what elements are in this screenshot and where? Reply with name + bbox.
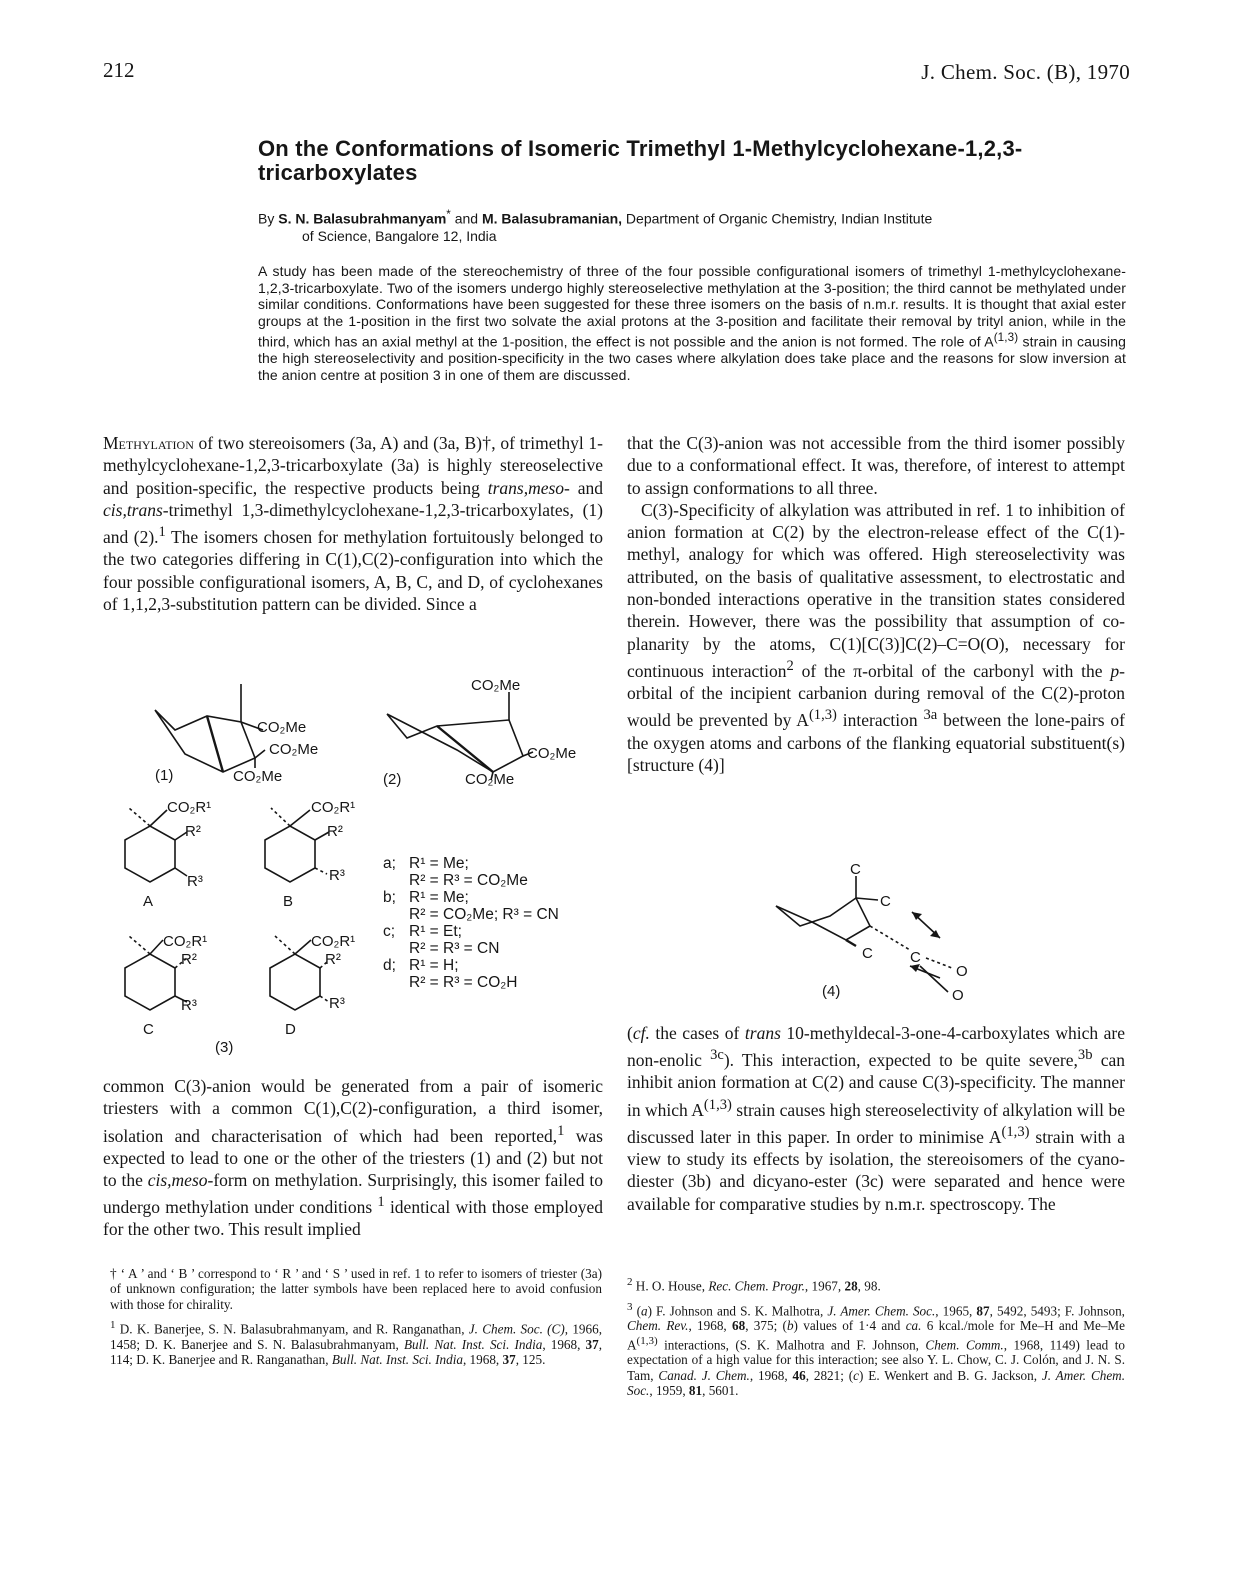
- ref-sup: (1,3): [636, 1334, 658, 1347]
- corresponding-star: *: [446, 208, 451, 221]
- text: and: [569, 477, 603, 498]
- s2-substituent-2: CO₂Me: [527, 745, 577, 762]
- structures-figure: [115, 672, 595, 1062]
- text: can inhibit anion formation at C(2) and cause C(3)-specificity. The manner in which A: [627, 1050, 1125, 1120]
- s4-atom-c-top: C: [850, 861, 861, 878]
- sA-r2: R²: [185, 823, 201, 840]
- text: strain causes high stereoselectivity of alkylation will be discussed later in this paper. In order to minimise A: [627, 1099, 1125, 1147]
- ref-num: 1: [110, 1318, 116, 1331]
- sD-co2r1: CO₂R¹: [311, 933, 356, 950]
- text: , 114; D. K. Banerjee and R. Ranganathan,: [110, 1336, 602, 1367]
- s4-atom-c-lower: C: [862, 945, 873, 962]
- article-title: On the Conformations of Isomeric Trimethyl 1-Methylcyclohexane-1,2,3-tricarboxylates: [258, 136, 1023, 185]
- journal-name: Bull. Nat. Inst. Sci. India: [331, 1351, 463, 1367]
- text: ) F. Johnson and S. K. Malhotra,: [647, 1303, 828, 1319]
- author-2: M. Balasubramanian,: [481, 210, 623, 227]
- text: interactions, (S. K. Malhotra and F. Johnson,: [657, 1337, 926, 1353]
- text: , 1967,: [804, 1278, 845, 1294]
- label-C: C: [143, 1021, 154, 1038]
- text: the cases of: [649, 1023, 745, 1043]
- sB-r2: R²: [327, 823, 343, 840]
- journal-name: J. Amer. Chem. Soc.: [627, 1367, 1126, 1398]
- ref-sup: 1: [158, 524, 166, 541]
- ref-sup: 1: [377, 1194, 385, 1211]
- italic-text: trans,meso-: [487, 477, 570, 498]
- italic-text: cis,trans-: [103, 499, 169, 520]
- text: , 98.: [857, 1278, 881, 1294]
- sC-r2: R²: [181, 951, 197, 968]
- journal-name: Rec. Chem. Progr.: [708, 1278, 805, 1294]
- paragraph: [627, 499, 1125, 776]
- footnote-dagger: † ‘ A ’ and ‘ B ’ correspond to ‘ R ’ and ‘ S ’ used in ref. 1 to refer to isomers of triester (3a) of unknown configuration; the latter symbols have been replaced here to avoid confusion with those for chirality.: [110, 1266, 602, 1312]
- page-number: 212: [103, 58, 135, 82]
- legend-c-key: c;: [383, 923, 396, 940]
- legend-d-1: R¹ = H;: [409, 957, 459, 974]
- text: (: [632, 1303, 641, 1319]
- text: , 1965,: [935, 1303, 977, 1319]
- legend-a-key: a;: [383, 855, 396, 872]
- text: strain with a view to study its effects by isolation, the stereoisomers of the cyano-diester (3b) and dicyano-ester (3c) were separated and hence were available for comparative studies by n.m.r. spectroscopy. The: [627, 1126, 1125, 1214]
- ref-sup: (1,3): [703, 1096, 732, 1113]
- text: of two stereoisomers (3a, A) and (3a, B)†, of trimethyl 1-methylcyclohexane-1,2,3-tricarboxylate (3a) is highly stereoselective and position-specific, the respective products being: [103, 433, 603, 498]
- text: , 1968,: [688, 1318, 733, 1334]
- s4-atom-c-carbonyl: C: [910, 949, 921, 966]
- legend-c-1: R¹ = Et;: [409, 923, 462, 940]
- s1-label: (1): [155, 767, 174, 784]
- text: , 5601.: [702, 1382, 739, 1398]
- text: , 1968,: [542, 1336, 586, 1352]
- structure-4-figure: [760, 858, 1000, 1008]
- text: The isomers chosen for methylation fortuitously belonged to the two categories differing in C(1),C(2)-configuration into which the four possible configurational isomers, A, B, C, and D, of cyclohexanes of 1,1,2,3-substitution pattern can be divided. Since a: [103, 527, 603, 614]
- legend-b-key: b;: [383, 889, 396, 906]
- structure-3B: [265, 808, 329, 882]
- text: ) values of 1·4 and: [793, 1318, 906, 1334]
- sB-co2r1: CO₂R¹: [311, 799, 356, 816]
- text: (: [627, 1023, 633, 1043]
- text: 10-methyldecal-3-one-4-carboxylates which are non-enolic: [627, 1023, 1126, 1071]
- label-B: B: [283, 893, 294, 910]
- text: , 1968, 1149) lead to expectation of a high value for this interaction; see also Y. L. Chow, C. J. Colón, and J. N. S. Tam,: [627, 1337, 1125, 1383]
- body-col1-bottom: [103, 1075, 603, 1241]
- italic-text: ca.: [905, 1318, 922, 1334]
- s1-substituent-1: CO₂Me: [257, 719, 307, 736]
- text: ) E. Wenkert and B. G. Jackson,: [859, 1367, 1042, 1383]
- legend-b-2: R² = CO₂Me; R³ = CN: [409, 906, 559, 923]
- structure-2: [387, 692, 533, 780]
- text: H. O. House,: [632, 1278, 709, 1294]
- label-D: D: [285, 1021, 296, 1038]
- body-col2-top: [627, 432, 1125, 776]
- text: , 5492, 5493; F. Johnson,: [989, 1303, 1125, 1319]
- author-1: S. N. Balasubrahmanyam: [278, 210, 447, 227]
- sD-r3: R³: [329, 995, 345, 1012]
- text: between the lone-pairs of the oxygen atoms and carbons of the flanking equatorial substituent(s) [structure (4)]: [627, 710, 1126, 775]
- legend-c-2: R² = R³ = CN: [409, 940, 500, 957]
- and-label: and: [454, 210, 479, 227]
- ref-sup: 2: [786, 657, 794, 674]
- s4-atom-o-1: O: [956, 963, 968, 980]
- italic-text: a: [640, 1303, 648, 1319]
- text: was expected to lead to one or the other of the triesters (1) and (2) but not to the: [103, 1125, 603, 1191]
- italic-text: p: [1110, 660, 1120, 681]
- s2-substituent-1: CO₂Me: [471, 677, 521, 694]
- ref-num: 2: [627, 1276, 633, 1288]
- reference-1: [110, 1318, 602, 1367]
- legend-a-1: R¹ = Me;: [409, 855, 469, 872]
- italic-text: trans: [744, 1023, 781, 1043]
- sA-r3: R³: [187, 873, 203, 890]
- s2-label: (2): [383, 771, 402, 788]
- by-label: By: [258, 210, 275, 227]
- lead-word: Methylation: [103, 433, 194, 453]
- text: 6 kcal./mole for Me–H and Me–Me A: [627, 1318, 1125, 1353]
- sB-r3: R³: [329, 867, 345, 884]
- ref-num: 3: [627, 1300, 633, 1313]
- volume: 81: [688, 1382, 703, 1398]
- sA-co2r1: CO₂R¹: [167, 799, 212, 816]
- reference-2: [627, 1275, 1125, 1294]
- text: , 1968,: [462, 1351, 503, 1367]
- sC-r3: R³: [181, 997, 197, 1014]
- structure-3A: [125, 808, 187, 882]
- reference-3: [627, 1300, 1125, 1399]
- text: of the π-orbital of the carbonyl with the: [793, 660, 1111, 681]
- label-A: A: [143, 893, 154, 910]
- s4-atom-o-2: O: [952, 987, 964, 1004]
- journal-name: Chem. Rev.: [627, 1318, 689, 1334]
- ref-sup: 1: [557, 1122, 565, 1139]
- text: , 125.: [515, 1351, 546, 1367]
- journal-name: Bull. Nat. Inst. Sci. India: [403, 1336, 543, 1352]
- abstract: [258, 263, 1126, 384]
- ref-sup: 3c: [710, 1047, 724, 1064]
- text: , 375; (: [745, 1318, 787, 1334]
- text: form on methylation. Surprisingly, this isomer failed to undergo methylation under conditions: [103, 1170, 603, 1218]
- volume: 37: [502, 1351, 516, 1367]
- text: ). This interaction, expected to be quite severe,: [723, 1050, 1078, 1071]
- italic-text: cis,meso-: [147, 1170, 214, 1191]
- s3-label: (3): [215, 1039, 234, 1056]
- text: trimethyl 1,3-dimethylcyclohexane-1,2,3-tricarboxylates, (1) and (2).: [103, 499, 603, 548]
- italic-text: cf.: [632, 1023, 650, 1043]
- legend-d-2: R² = R³ = CO₂H: [409, 974, 518, 991]
- ref-sup: 3a: [923, 707, 938, 724]
- journal-header: J. Chem. Soc. (B), 1970: [921, 60, 1130, 84]
- footnotes-right: [627, 1275, 1125, 1404]
- italic-text: c: [853, 1367, 860, 1383]
- structure-1: [155, 684, 265, 772]
- text: C(3)-Specificity of alkylation was attributed in ref. 1 to inhibition of anion formation at C(2) by the electron-release effect of the C(1)-methyl, analogy for which was offered. High stereoselectivity was attributed, on the basis of qualitative assessment, to electrostatic and non-bonded interactions operative in the transition states considered therein. However, there was the possibility that assumption of co-planarity by the atoms, C(1)[C(3)]C(2)–C=O(O), necessary for continuous interaction: [627, 499, 1125, 681]
- journal-name: J. Chem. Soc. (C): [468, 1321, 565, 1337]
- s2-substituent-3: CO₂Me: [465, 771, 515, 788]
- affiliation-line-2: of Science, Bangalore 12, India: [302, 227, 497, 244]
- s4-atom-c-right: C: [880, 893, 891, 910]
- footnotes-left: [110, 1266, 602, 1373]
- italic-text: b: [786, 1318, 794, 1334]
- text: common C(3)-anion would be generated from a pair of isomeric triesters with a common C(1),C(2)-configuration, a third isomer, isolation and characterisation of which had been reported,: [103, 1076, 603, 1146]
- abstract-text-end: strain in causing the high stereoselectivity and position-specificity in the two cases where alkylation does take place and the reasons for slow inversion at the anion centre at position 3 in one of them are discussed.: [258, 333, 1126, 383]
- text: , 1959,: [649, 1382, 689, 1398]
- abstract-sup: (1,3): [993, 330, 1019, 344]
- volume: 68: [732, 1318, 746, 1334]
- affiliation-line-1: Department of Organic Chemistry, Indian Institute: [625, 210, 933, 227]
- volume: 28: [844, 1278, 858, 1294]
- byline: [258, 206, 1138, 245]
- body-col1-top: [103, 432, 603, 615]
- paragraph: that the C(3)-anion was not accessible from the third isomer possibly due to a conformational effect. It was, therefore, of interest to attempt to assign conformations to all three.: [627, 433, 1125, 498]
- legend-b-1: R¹ = Me;: [409, 889, 469, 906]
- text: D. K. Banerjee, S. N. Balasubrahmanyam, and R. Ranganathan,: [115, 1321, 469, 1337]
- volume: 46: [792, 1367, 806, 1383]
- abstract-text: A study has been made of the stereochemistry of three of the four possible configurational isomers of trimethyl 1-methylcyclohexane-1,2,3-tricarboxylate. Two of the isomers undergo highly stereoselective methylation at the 3-position; the third cannot be methylated under similar conditions. Conformations have been suggested for these three isomers on the basis of n.m.r. results. It is thought that axial ester groups at the 1-position in the first two solvate the axial protons at the 3-position and facilitate their removal by trityl anion, while in the third, which has an axial methyl at the 1-position, the effect is not possible and the anion is not formed. The role of A: [258, 263, 1126, 350]
- sD-r2: R²: [325, 951, 341, 968]
- journal-name: Canad. J. Chem.: [658, 1367, 750, 1383]
- sC-co2r1: CO₂R¹: [163, 933, 208, 950]
- volume: 37: [585, 1336, 599, 1352]
- s1-substituent-3: CO₂Me: [233, 768, 283, 785]
- ref-sup: (1,3): [808, 707, 837, 724]
- volume: 87: [976, 1303, 990, 1319]
- text: , 1966, 1458; D. K. Banerjee and S. N. Balasubrahmanyam,: [110, 1321, 602, 1352]
- text: interaction: [836, 710, 924, 731]
- body-col2-bottom: [627, 1022, 1125, 1215]
- legend-a-2: R² = R³ = CO₂Me: [409, 872, 528, 889]
- journal-name: J. Amer. Chem. Soc.: [827, 1303, 936, 1319]
- text: -orbital of the incipient carbanion during removal of the C(2)-proton would be prevented by A: [627, 660, 1125, 731]
- text: identical with those employed for the other two. This result implied: [103, 1197, 603, 1240]
- text: , 1968,: [749, 1367, 793, 1383]
- ref-sup: (1,3): [1001, 1123, 1030, 1140]
- s1-substituent-2: CO₂Me: [269, 741, 319, 758]
- s4-label: (4): [822, 983, 841, 1000]
- legend-d-key: d;: [383, 957, 396, 974]
- journal-name: Chem. Comm.: [925, 1337, 1004, 1353]
- text: , 2821; (: [805, 1367, 854, 1383]
- ref-sup: 3b: [1077, 1047, 1093, 1064]
